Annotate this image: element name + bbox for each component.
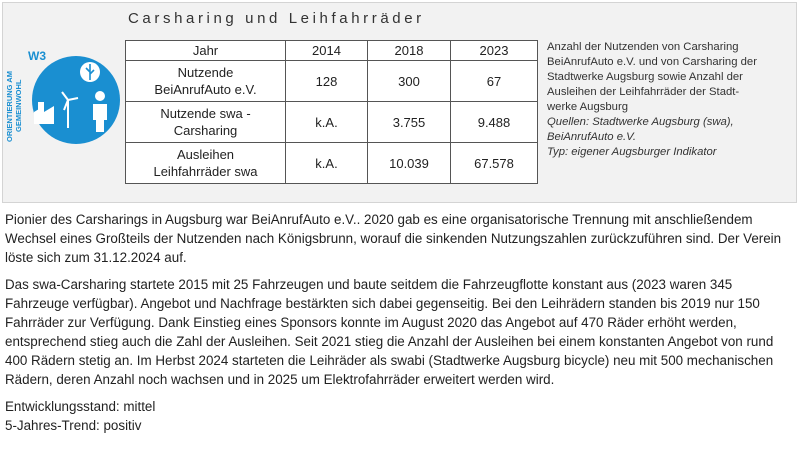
source-line: BeiAnrufAuto e.V. — [547, 131, 636, 143]
source-line: Quellen: Stadtwerke Augsburg (swa), — [547, 116, 734, 128]
paragraph-development: Das swa-Carsharing startete 2015 mit 25 Fahrzeugen und baute seitdem die Fahrzeugflotte konstant aus (2023 waren 345 Fahrzeuge verfügbar). Angebot und Nachfrage bestärkten sich dabei gegenseitig. Bei den Leihrädern standen bis 2019 nur 150 Fahrräder zur Verfügung. Dank Einstieg eines Sponsors konnte im August 2020 das Angebot auf 470 Räder erhöht werden, entsprechend stieg auch die Zahl der Ausleihen. Seit 2021 stieg die Anzahl der Ausleihen bei einem konstanten Angebot von rund 400 Rädern stetig an. Im Herbst 2024 starteten die Leihräder als swabi (Stadtwerke Augsburg bicycle) neu mit 500 mechanischen Rädern, deren Anzahl noch wachsen und in 2025 um Elektrofahrräder erweitert werden wird. — [5, 277, 774, 387]
page-title: Carsharing und Leihfahrräder — [128, 10, 425, 27]
cell-2018: 10.039 — [368, 143, 451, 184]
body-text — [5, 210, 795, 435]
header-cell-2014: 2014 — [286, 41, 368, 61]
description-line: Ausleihen der Leihfahrräder der Stadt- — [547, 86, 740, 98]
tree-icon — [80, 62, 100, 82]
cell-2023: 67.578 — [451, 143, 538, 184]
table-row — [126, 143, 538, 184]
table-row — [126, 61, 538, 102]
header-cell-2018: 2018 — [368, 41, 451, 61]
indicator-description — [547, 40, 793, 160]
cell-2014: k.A. — [286, 143, 368, 184]
status-development: Entwicklungsstand: mittel — [5, 399, 156, 414]
logo-vertical-text: ORIENTIERUNG AM GEMEINWOHL — [5, 71, 23, 142]
description-line: Anzahl der Nutzenden von Carsharing — [547, 41, 739, 53]
description-line: BeiAnrufAuto e.V. und von Carsharing der — [547, 56, 757, 68]
gemeinwohl-logo — [4, 44, 122, 154]
cell-2018: 3.755 — [368, 102, 451, 143]
logo-circle-icon — [32, 56, 120, 144]
header-cell-jahr: Jahr — [126, 41, 286, 61]
row-label: Ausleihen Leihfahrräder swa — [126, 143, 286, 184]
cell-2023: 9.488 — [451, 102, 538, 143]
row-label: Nutzende swa - Carsharing — [126, 102, 286, 143]
cell-2014: 128 — [286, 61, 368, 102]
cell-2018: 300 — [368, 61, 451, 102]
table-row — [126, 102, 538, 143]
table-header-row — [126, 41, 538, 61]
logo-code: W3 — [28, 49, 46, 63]
description-line: Stadtwerke Augsburg sowie Anzahl der — [547, 71, 743, 83]
header-cell-2023: 2023 — [451, 41, 538, 61]
cell-2014: k.A. — [286, 102, 368, 143]
description-line: werke Augsburg — [547, 101, 629, 113]
type-line: Typ: eigener Augsburger Indikator — [547, 146, 717, 158]
cell-2023: 67 — [451, 61, 538, 102]
paragraph-history: Pionier des Carsharings in Augsburg war BeiAnrufAuto e.V.. 2020 gab es eine organisatorische Trennung mit anschließendem Wechsel eines Großteils der Nutzenden nach Königsbrunn, worauf die sinkenden Nutzungszahlen zurückzuführen sind. Der Verein löste sich zum 31.12.2024 auf. — [5, 212, 782, 265]
status-trend: 5-Jahres-Trend: positiv — [5, 418, 142, 433]
indicator-table — [125, 40, 538, 184]
row-label: Nutzende BeiAnrufAuto e.V. — [126, 61, 286, 102]
